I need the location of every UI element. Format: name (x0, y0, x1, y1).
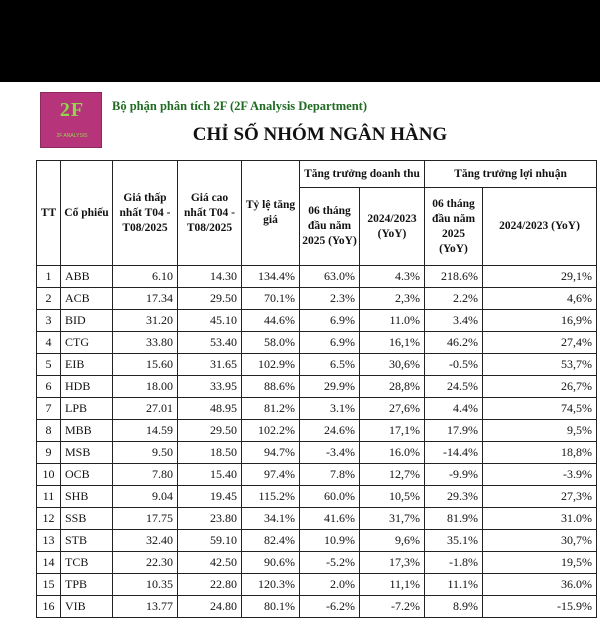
cell-tt: 13 (37, 530, 61, 552)
cell-increase-ratio: 88.6% (242, 376, 300, 398)
cell-revenue-h1: 6.5% (300, 354, 360, 376)
cell-stock-code: EIB (61, 354, 113, 376)
cell-revenue-h1: 6.9% (300, 310, 360, 332)
col-group-profit: Tăng trưởng lợi nhuận (425, 161, 597, 188)
cell-revenue-yoy: 17,3% (360, 552, 425, 574)
cell-low-price: 17.75 (113, 508, 178, 530)
logo-mark: 2F (59, 99, 85, 121)
cell-high-price: 23.80 (178, 508, 242, 530)
cell-low-price: 18.00 (113, 376, 178, 398)
cell-profit-h1: 81.9% (425, 508, 483, 530)
cell-increase-ratio: 120.3% (242, 574, 300, 596)
table-row (37, 596, 597, 618)
cell-stock-code: ACB (61, 288, 113, 310)
col-header-tt: TT (37, 161, 61, 266)
cell-revenue-yoy: 4.3% (360, 266, 425, 288)
cell-profit-yoy: 74,5% (483, 398, 597, 420)
cell-revenue-yoy: 27,6% (360, 398, 425, 420)
cell-low-price: 6.10 (113, 266, 178, 288)
cell-low-price: 31.20 (113, 310, 178, 332)
table-header-row (37, 161, 597, 188)
cell-revenue-yoy: 28,8% (360, 376, 425, 398)
cell-profit-h1: 218.6% (425, 266, 483, 288)
cell-increase-ratio: 134.4% (242, 266, 300, 288)
cell-profit-yoy: 27,4% (483, 332, 597, 354)
cell-tt: 14 (37, 552, 61, 574)
cell-profit-h1: -1.8% (425, 552, 483, 574)
table-row (37, 376, 597, 398)
cell-revenue-h1: 7.8% (300, 464, 360, 486)
cell-high-price: 45.10 (178, 310, 242, 332)
cell-stock-code: SHB (61, 486, 113, 508)
cell-tt: 15 (37, 574, 61, 596)
table-row (37, 464, 597, 486)
cell-profit-h1: 8.9% (425, 596, 483, 618)
cell-high-price: 15.40 (178, 464, 242, 486)
cell-profit-h1: 35.1% (425, 530, 483, 552)
cell-high-price: 18.50 (178, 442, 242, 464)
table-row (37, 530, 597, 552)
table-row (37, 266, 597, 288)
cell-tt: 3 (37, 310, 61, 332)
logo-subtext: 2F ANALYSIS (56, 133, 88, 139)
cell-revenue-h1: 2.0% (300, 574, 360, 596)
cell-revenue-yoy: 11,1% (360, 574, 425, 596)
cell-revenue-yoy: 16,1% (360, 332, 425, 354)
col-header-prof-y: 2024/2023 (YoY) (483, 188, 597, 266)
cell-revenue-yoy: 10,5% (360, 486, 425, 508)
cell-low-price: 33.80 (113, 332, 178, 354)
cell-revenue-h1: 41.6% (300, 508, 360, 530)
cell-tt: 7 (37, 398, 61, 420)
cell-tt: 9 (37, 442, 61, 464)
cell-increase-ratio: 58.0% (242, 332, 300, 354)
cell-stock-code: STB (61, 530, 113, 552)
cell-revenue-h1: -3.4% (300, 442, 360, 464)
cell-increase-ratio: 81.2% (242, 398, 300, 420)
cell-revenue-h1: 6.9% (300, 332, 360, 354)
cell-profit-h1: -14.4% (425, 442, 483, 464)
page-title: CHỈ SỐ NHÓM NGÂN HÀNG (192, 124, 448, 145)
cell-profit-h1: -9.9% (425, 464, 483, 486)
col-header-ratio: Tỷ lệ tăng giá (242, 161, 300, 266)
cell-profit-yoy: 29,1% (483, 266, 597, 288)
table-row (37, 420, 597, 442)
cell-stock-code: TCB (61, 552, 113, 574)
cell-increase-ratio: 82.4% (242, 530, 300, 552)
cell-increase-ratio: 44.6% (242, 310, 300, 332)
cell-high-price: 53.40 (178, 332, 242, 354)
cell-low-price: 9.04 (113, 486, 178, 508)
cell-profit-yoy: 18,8% (483, 442, 597, 464)
cell-stock-code: MBB (61, 420, 113, 442)
cell-revenue-h1: 10.9% (300, 530, 360, 552)
cell-increase-ratio: 90.6% (242, 552, 300, 574)
col-header-low: Giá thấp nhất T04 - T08/2025 (113, 161, 178, 266)
cell-tt: 8 (37, 420, 61, 442)
cell-stock-code: TPB (61, 574, 113, 596)
cell-profit-yoy: 16,9% (483, 310, 597, 332)
cell-revenue-yoy: 31,7% (360, 508, 425, 530)
cell-low-price: 10.35 (113, 574, 178, 596)
cell-stock-code: BID (61, 310, 113, 332)
cell-revenue-yoy: 9,6% (360, 530, 425, 552)
table-row (37, 552, 597, 574)
cell-tt: 4 (37, 332, 61, 354)
cell-profit-yoy: 30,7% (483, 530, 597, 552)
cell-increase-ratio: 115.2% (242, 486, 300, 508)
cell-profit-yoy: -3.9% (483, 464, 597, 486)
cell-stock-code: LPB (61, 398, 113, 420)
cell-stock-code: CTG (61, 332, 113, 354)
cell-tt: 2 (37, 288, 61, 310)
table-body (37, 266, 597, 618)
cell-profit-h1: 29.3% (425, 486, 483, 508)
cell-profit-yoy: 36.0% (483, 574, 597, 596)
cell-tt: 1 (37, 266, 61, 288)
cell-profit-h1: 46.2% (425, 332, 483, 354)
cell-stock-code: OCB (61, 464, 113, 486)
cell-increase-ratio: 94.7% (242, 442, 300, 464)
cell-high-price: 14.30 (178, 266, 242, 288)
cell-high-price: 42.50 (178, 552, 242, 574)
cell-profit-h1: 2.2% (425, 288, 483, 310)
cell-profit-h1: 17.9% (425, 420, 483, 442)
cell-revenue-h1: 60.0% (300, 486, 360, 508)
cell-profit-h1: 3.4% (425, 310, 483, 332)
table-row (37, 310, 597, 332)
cell-increase-ratio: 34.1% (242, 508, 300, 530)
cell-revenue-yoy: 2,3% (360, 288, 425, 310)
cell-revenue-yoy: -7.2% (360, 596, 425, 618)
cell-revenue-h1: 63.0% (300, 266, 360, 288)
cell-revenue-h1: 29.9% (300, 376, 360, 398)
cell-high-price: 33.95 (178, 376, 242, 398)
cell-low-price: 14.59 (113, 420, 178, 442)
cell-high-price: 48.95 (178, 398, 242, 420)
cell-low-price: 9.50 (113, 442, 178, 464)
cell-tt: 6 (37, 376, 61, 398)
cell-revenue-h1: -5.2% (300, 552, 360, 574)
table-row (37, 486, 597, 508)
cell-increase-ratio: 70.1% (242, 288, 300, 310)
cell-revenue-yoy: 11.0% (360, 310, 425, 332)
cell-stock-code: ABB (61, 266, 113, 288)
col-header-code: Cổ phiếu (61, 161, 113, 266)
cell-revenue-h1: 3.1% (300, 398, 360, 420)
cell-stock-code: MSB (61, 442, 113, 464)
table-row (37, 442, 597, 464)
cell-tt: 5 (37, 354, 61, 376)
bank-index-table (36, 160, 597, 618)
cell-low-price: 13.77 (113, 596, 178, 618)
cell-high-price: 24.80 (178, 596, 242, 618)
col-group-revenue: Tăng trưởng doanh thu (300, 161, 425, 188)
cell-revenue-h1: 24.6% (300, 420, 360, 442)
cell-increase-ratio: 102.2% (242, 420, 300, 442)
cell-high-price: 22.80 (178, 574, 242, 596)
table-row (37, 288, 597, 310)
table-row (37, 574, 597, 596)
table-row (37, 354, 597, 376)
cell-increase-ratio: 97.4% (242, 464, 300, 486)
cell-profit-h1: -0.5% (425, 354, 483, 376)
cell-high-price: 19.45 (178, 486, 242, 508)
cell-profit-yoy: -15.9% (483, 596, 597, 618)
cell-low-price: 15.60 (113, 354, 178, 376)
table-row (37, 398, 597, 420)
cell-profit-yoy: 27,3% (483, 486, 597, 508)
document-page (0, 82, 600, 613)
col-header-high: Giá cao nhất T04 - T08/2025 (178, 161, 242, 266)
cell-tt: 12 (37, 508, 61, 530)
cell-profit-h1: 11.1% (425, 574, 483, 596)
cell-low-price: 32.40 (113, 530, 178, 552)
cell-low-price: 27.01 (113, 398, 178, 420)
cell-profit-yoy: 4,6% (483, 288, 597, 310)
col-header-rev-y: 2024/2023 (YoY) (360, 188, 425, 266)
department-name: Bộ phận phân tích 2F (2F Analysis Department) (112, 99, 368, 113)
cell-stock-code: HDB (61, 376, 113, 398)
cell-revenue-yoy: 30,6% (360, 354, 425, 376)
cell-increase-ratio: 102.9% (242, 354, 300, 376)
cell-profit-h1: 4.4% (425, 398, 483, 420)
cell-revenue-yoy: 16.0% (360, 442, 425, 464)
top-black-bar (0, 0, 600, 82)
cell-profit-h1: 24.5% (425, 376, 483, 398)
cell-low-price: 7.80 (113, 464, 178, 486)
cell-profit-yoy: 9,5% (483, 420, 597, 442)
cell-tt: 11 (37, 486, 61, 508)
cell-low-price: 22.30 (113, 552, 178, 574)
cell-stock-code: VIB (61, 596, 113, 618)
cell-revenue-h1: -6.2% (300, 596, 360, 618)
cell-profit-yoy: 53,7% (483, 354, 597, 376)
cell-stock-code: SSB (61, 508, 113, 530)
cell-low-price: 17.34 (113, 288, 178, 310)
cell-profit-yoy: 31.0% (483, 508, 597, 530)
cell-high-price: 31.65 (178, 354, 242, 376)
table-row (37, 332, 597, 354)
col-header-rev-h1: 06 tháng đầu năm 2025 (YoY) (300, 188, 360, 266)
cell-high-price: 29.50 (178, 420, 242, 442)
cell-high-price: 59.10 (178, 530, 242, 552)
cell-profit-yoy: 19,5% (483, 552, 597, 574)
cell-increase-ratio: 80.1% (242, 596, 300, 618)
cell-high-price: 29.50 (178, 288, 242, 310)
cell-revenue-h1: 2.3% (300, 288, 360, 310)
cell-revenue-yoy: 12,7% (360, 464, 425, 486)
cell-tt: 10 (37, 464, 61, 486)
table-row (37, 508, 597, 530)
cell-profit-yoy: 26,7% (483, 376, 597, 398)
cell-tt: 16 (37, 596, 61, 618)
cell-revenue-yoy: 17,1% (360, 420, 425, 442)
col-header-prof-h1: 06 tháng đầu năm 2025 (YoY) (425, 188, 483, 266)
